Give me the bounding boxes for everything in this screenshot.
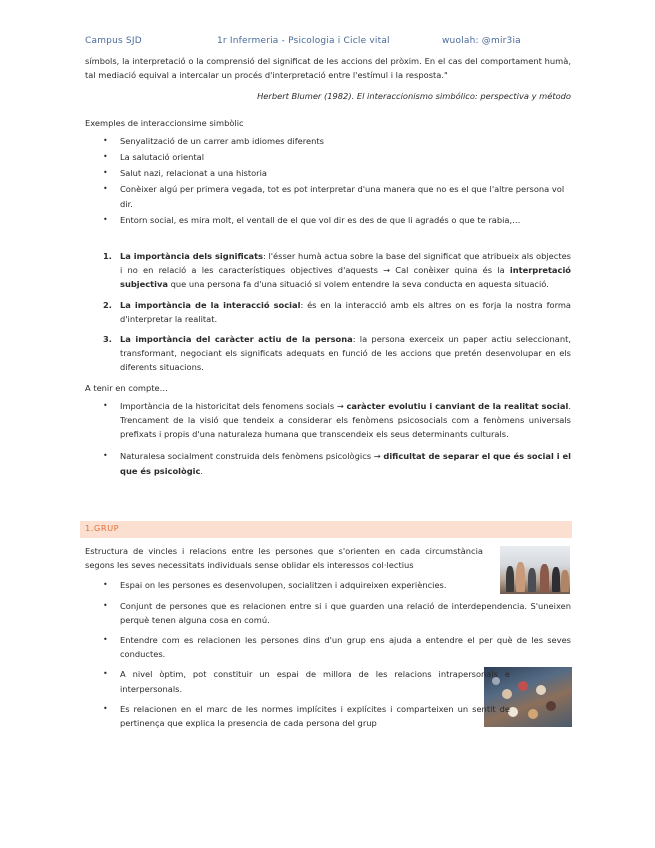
item-number: 3. xyxy=(103,334,112,345)
grup-intro: Estructura de vincles i relacions entre les persones que s'orienten en cada circumstància segons les seves necessitats individuals sense oblidar els interessos col·lectius xyxy=(85,546,483,571)
consider-text: . xyxy=(200,465,204,476)
examples-title: Exemples de interaccionsime simbòlic xyxy=(85,117,244,128)
principle-text: que una persona fa d'una situació si volem entendre la seva conducta en aquesta situació. xyxy=(168,279,549,290)
consider-title: A tenir en compte… xyxy=(85,382,168,393)
page-header xyxy=(85,36,570,50)
grup-list xyxy=(85,578,571,730)
list-item: • Conèixer algú per primera vegada, tot es pot interpretar d'una manera que no es el que l'altre persona vol dir. xyxy=(85,182,571,210)
principle-text: : la persona exerceix un paper actiu seleccionant, transformant, negociant els significats adequats en funció de les accions que pretén desenvolupar en els diferents situacions. xyxy=(120,334,571,373)
list-item: • La salutació oriental xyxy=(85,150,571,164)
grup-section xyxy=(85,544,571,736)
principle-title: La importància de la interacció social xyxy=(120,299,301,310)
item-number: 2. xyxy=(103,299,112,310)
consider-emphasis: caràcter evolutiu i canviant de la realitat social xyxy=(346,400,569,411)
consider-text: Naturalesa socialment construida dels fenòmens psicològics → xyxy=(120,451,384,462)
list-item: • Espai on les persones es desenvolupen, socialitzen i adquireixen experiències. xyxy=(85,578,571,592)
header-center: 1r Infermeria - Psicologia i Cicle vital xyxy=(217,36,390,46)
list-item xyxy=(85,399,571,442)
principle-item xyxy=(85,332,571,375)
list-item: • Salut nazi, relacionat a una historia xyxy=(85,166,571,180)
intro-paragraph: símbols, la interpretació o la comprensió del significat de les accions del pròxim. En el cas del comportament humà, tal mediació equival a intercalar un procés d'interpretació entre l'estímul i la resposta." xyxy=(85,56,571,81)
consider-emphasis: dificultat de separar el que és social i el que és psicològic xyxy=(120,451,571,476)
consider-text: . Trencament de la visió que tendeix a considerar els fenòmens psicosocials com a fenòmens universals prefixats i propis d'una naturaleza humana que transcendeix els seus determinants culturals. xyxy=(120,400,571,440)
consider-list xyxy=(85,399,571,478)
principle-title: La importància del caràcter actiu de la persona xyxy=(120,334,353,345)
consider-text: Importància de la historicitat dels fenomens socials → xyxy=(120,400,347,411)
principle-text: : és en la interacció amb els altres on es forja la nostra forma d'interpretar la realitat. xyxy=(120,299,571,324)
principle-title: La importància dels significats xyxy=(120,251,264,262)
list-item: • A nivel òptim, pot constituir un espai de millora de les relacions intrapersonals e interpersonals. xyxy=(85,667,510,695)
list-item: • Conjunt de persones que es relacionen entre si i que guarden una relació de interdependencia. S'uneixen perquè tenen alguna cosa en comú. xyxy=(85,599,571,627)
header-right: wuolah: @mir3ia xyxy=(442,36,521,46)
list-item: • Entendre com es relacionen les persones dins d'un grup ens ajuda a entendre el per què de les seves conductes. xyxy=(85,633,571,661)
principles-list xyxy=(85,249,571,375)
principle-item xyxy=(85,298,571,326)
section-heading: 1.GRUP xyxy=(85,523,120,533)
item-number: 1. xyxy=(103,251,112,262)
principle-text: : l'ésser humà actua sobre la base del significat que atribueix als objectes i no en relació a les característiques objectives d'aquests → Cal conèixer quina és la xyxy=(120,251,571,276)
principle-item xyxy=(85,249,571,292)
section-heading-bar xyxy=(80,521,572,538)
principle-emphasis: interpretació subjectiva xyxy=(120,265,571,290)
list-item: • Entorn social, es mira molt, el ventall de el que vol dir es des de que li agradés o que te rabia,… xyxy=(85,213,571,227)
examples-list xyxy=(85,134,571,227)
list-item: • Es relacionen en el marc de les normes implícites i explícites i comparteixen un sentit de pertinença que explica la presencia de cada persona del grup xyxy=(85,702,510,730)
list-item: • Senyalització de un carrer amb idiomes diferents xyxy=(85,134,571,148)
header-left: Campus SJD xyxy=(85,36,142,46)
list-item xyxy=(85,449,571,477)
quote-citation: Herbert Blumer (1982). El interaccionismo simbólico: perspectiva y método xyxy=(257,91,571,102)
main-content xyxy=(85,54,571,480)
